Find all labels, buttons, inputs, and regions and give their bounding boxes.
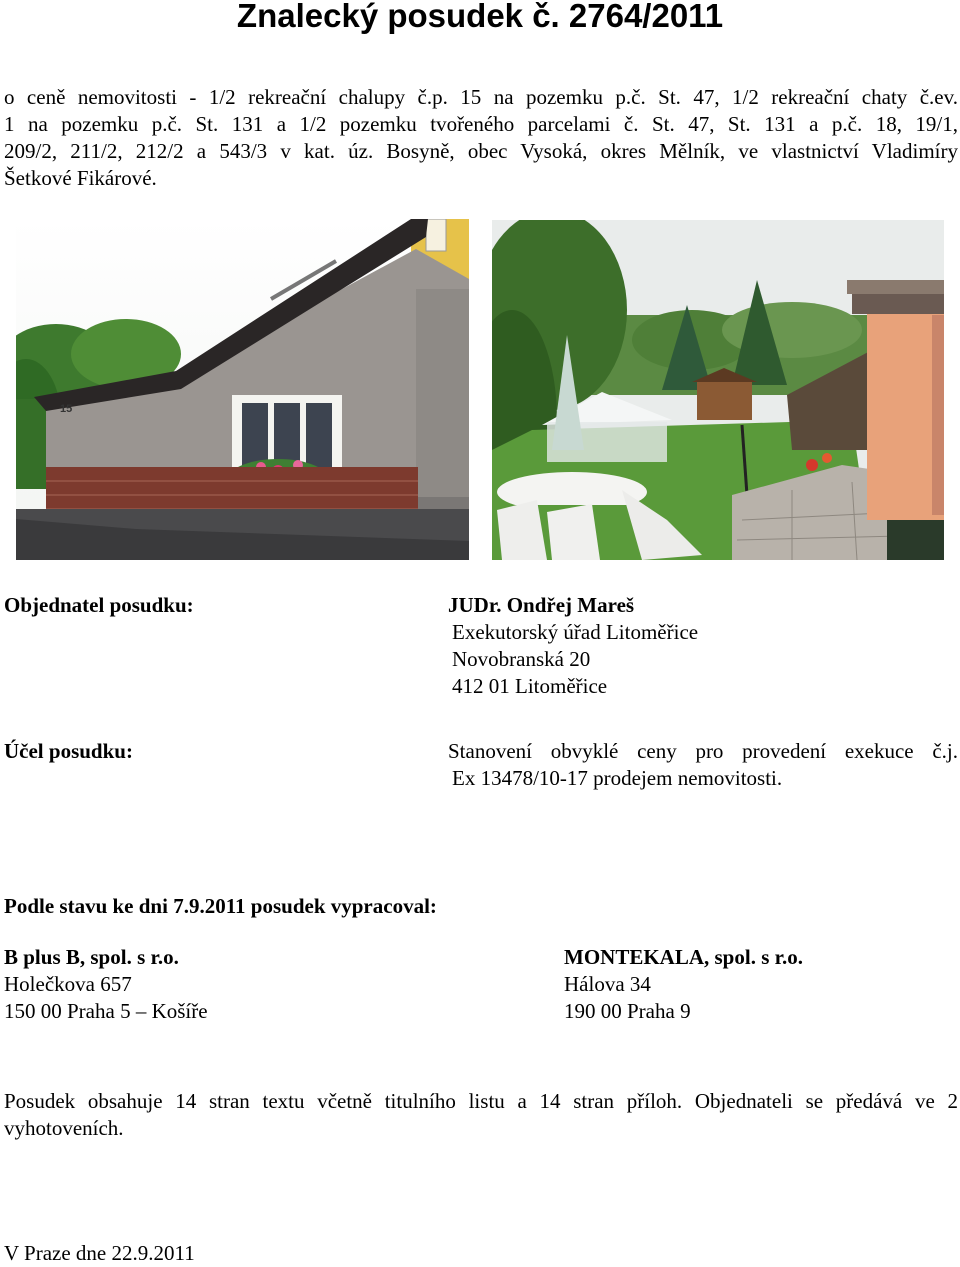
firm2-city: 190 00 Praha 9 <box>564 999 691 1023</box>
firm2-street: Hálova 34 <box>564 972 651 996</box>
client-street: Novobranská 20 <box>452 647 591 671</box>
firm1-street: Holečkova 657 <box>4 972 132 996</box>
firm1-name: B plus B, spol. s r.o. <box>4 945 179 969</box>
purpose-label: Účel posudku: <box>4 739 133 763</box>
prepared-by-heading: Podle stavu ke dni 7.9.2011 posudek vypracoval: <box>4 894 437 918</box>
purpose-block <box>448 738 958 792</box>
intro-line-2: 1 na pozemku p.č. St. 131 a 1/2 pozemku tvořeného parcelami č. St. 47, St. 131 a p.č. 18, 19/1, <box>4 112 958 136</box>
purpose-line-1: Stanovení obvyklé ceny pro provedení exekuce č.j. <box>448 739 958 763</box>
client-name: JUDr. Ondřej Mareš <box>448 593 635 617</box>
purpose-line-2: Ex 13478/10-17 prodejem nemovitosti. <box>452 766 783 790</box>
intro-line-3: 209/2, 211/2, 212/2 a 543/3 v kat. úz. Bosyně, obec Vysoká, okres Mělník, ve vlastnictví Vladimíry <box>4 139 958 163</box>
client-city: 412 01 Litoměřice <box>452 674 608 698</box>
intro-paragraph <box>4 84 958 192</box>
house-number-label: 15 <box>60 403 73 415</box>
client-office: Exekutorský úřad Litoměřice <box>452 620 699 644</box>
contents-line-2: vyhotoveních. <box>4 1116 124 1140</box>
firm2-name: MONTEKALA, spol. s r.o. <box>564 945 804 969</box>
client-block <box>448 592 698 700</box>
document-title: Znalecký posudek č. 2764/2011 <box>236 0 724 34</box>
firm2-block <box>564 944 803 1025</box>
client-label: Objednatel posudku: <box>4 593 194 617</box>
firm1-city: 150 00 Praha 5 – Košíře <box>4 999 208 1023</box>
photo-house-front <box>16 219 469 560</box>
photo-garden <box>492 220 944 560</box>
place-date: V Praze dne 22.9.2011 <box>4 1241 195 1265</box>
intro-line-1: o ceně nemovitosti - 1/2 rekreační chalupy č.p. 15 na pozemku p.č. St. 47, 1/2 rekreační chaty č.ev. <box>4 85 958 109</box>
intro-line-4: Šetkové Fikárové. <box>4 166 157 190</box>
firm1-block <box>4 944 208 1025</box>
contents-line-1: Posudek obsahuje 14 stran textu včetně titulního listu a 14 stran příloh. Objednateli se předává ve 2 <box>4 1089 958 1113</box>
contents-note <box>4 1088 958 1142</box>
